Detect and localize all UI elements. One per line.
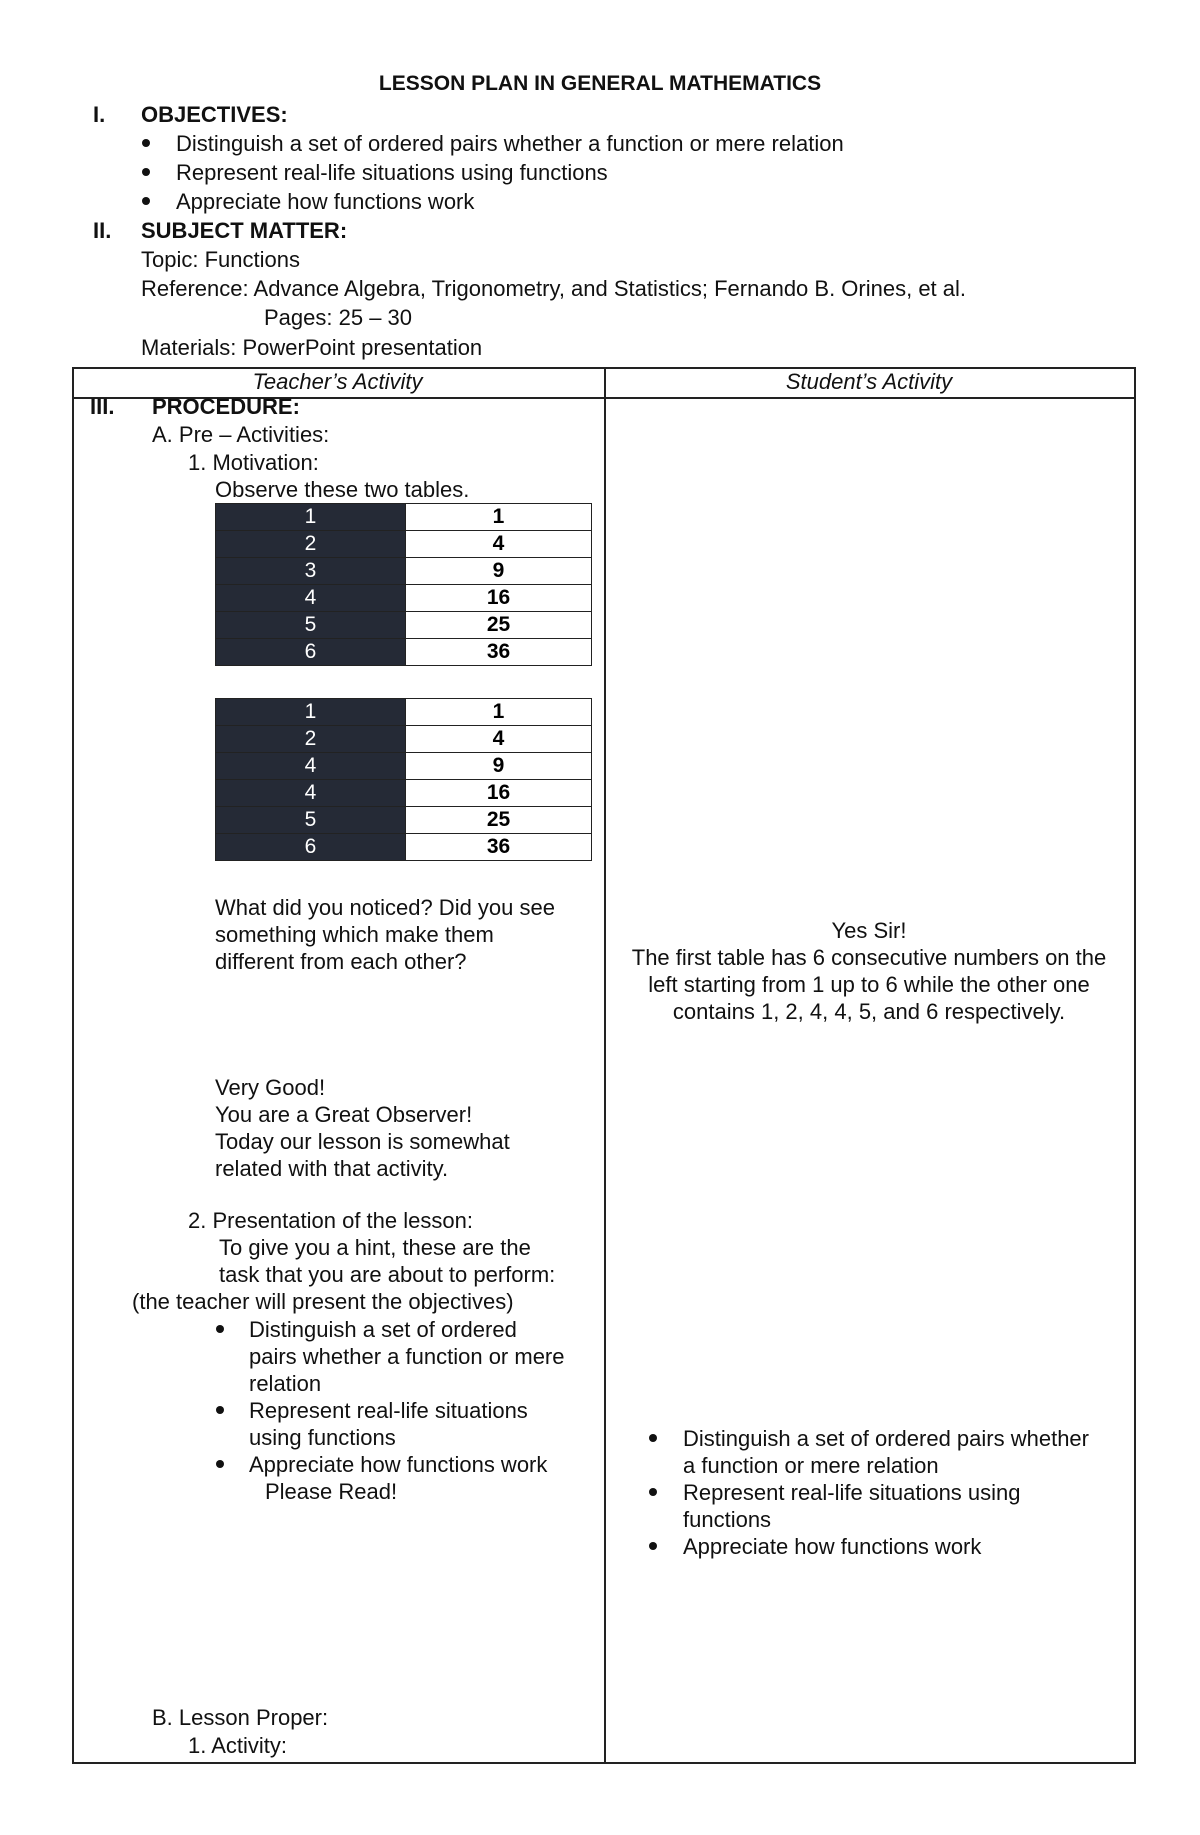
table-cell: 4 — [216, 780, 406, 807]
table-cell: 1 — [216, 504, 406, 531]
teacher-objective-line: using functions — [249, 1425, 396, 1450]
table-row — [216, 639, 592, 666]
table-cell: 9 — [406, 753, 592, 780]
question-line: something which make them — [215, 922, 494, 947]
present-objectives-note: (the teacher will present the objectives) — [132, 1289, 514, 1314]
question-line: different from each other? — [215, 949, 467, 974]
procedure-heading: PROCEDURE: — [152, 394, 300, 419]
teacher-objective-line: pairs whether a function or mere — [249, 1344, 565, 1369]
table-row — [216, 558, 592, 585]
table-cell: 9 — [406, 558, 592, 585]
lesson-proper-label: B. Lesson Proper: — [152, 1705, 329, 1730]
bullet-icon — [649, 1488, 657, 1496]
praise-line: Today our lesson is somewhat — [215, 1129, 510, 1154]
table-cell: 6 — [216, 834, 406, 861]
table-cell: 16 — [406, 780, 592, 807]
table-cell: 36 — [406, 639, 592, 666]
teacher-objective-line: Distinguish a set of ordered — [249, 1317, 517, 1342]
number-table-1 — [215, 503, 592, 666]
bullet-icon — [216, 1406, 224, 1414]
table-cell: 5 — [216, 807, 406, 834]
bullet-icon — [142, 139, 150, 147]
table-cell: 4 — [406, 726, 592, 753]
student-answer-line: left starting from 1 up to 6 while the other one — [648, 972, 1090, 997]
motivation-label: 1. Motivation: — [188, 450, 319, 475]
teacher-objective-line: Appreciate how functions work — [249, 1452, 548, 1477]
teacher-objective-line: relation — [249, 1371, 322, 1396]
student-objective-line: Distinguish a set of ordered pairs whether — [683, 1426, 1089, 1451]
question-line: What did you noticed? Did you see — [215, 895, 555, 920]
praise-line: You are a Great Observer! — [215, 1102, 473, 1127]
bullet-icon — [216, 1460, 224, 1468]
please-read-text: Please Read! — [265, 1479, 398, 1504]
observe-text: Observe these two tables. — [215, 477, 470, 502]
table-cell: 2 — [216, 531, 406, 558]
number-table-2 — [215, 698, 592, 861]
objective-item: Distinguish a set of ordered pairs whether a function or mere relation — [176, 131, 844, 156]
topic-line: Topic: Functions — [141, 247, 300, 272]
bullet-icon — [216, 1325, 224, 1333]
column-divider — [604, 369, 606, 1762]
table-cell: 25 — [406, 612, 592, 639]
table-cell: 4 — [406, 531, 592, 558]
student-answer-line: The first table has 6 consecutive numbers on the — [631, 945, 1107, 970]
teacher-activity-header: Teacher’s Activity — [252, 369, 423, 394]
table-row — [216, 531, 592, 558]
bullet-icon — [142, 197, 150, 205]
table-cell: 1 — [216, 699, 406, 726]
student-objective-line: Represent real-life situations using — [683, 1480, 1021, 1505]
table-cell: 3 — [216, 558, 406, 585]
bullet-icon — [649, 1542, 657, 1550]
activity-label: 1. Activity: — [188, 1733, 288, 1758]
procedure-numeral: III. — [90, 394, 115, 419]
subject-matter-numeral: II. — [93, 218, 112, 243]
objectives-heading: OBJECTIVES: — [141, 102, 288, 127]
objectives-numeral: I. — [93, 102, 106, 127]
objective-item: Appreciate how functions work — [176, 189, 475, 214]
student-objective-line: functions — [683, 1507, 772, 1532]
bullet-icon — [649, 1434, 657, 1442]
table-row — [216, 612, 592, 639]
teacher-objective-line: Represent real-life situations — [249, 1398, 528, 1423]
table-cell: 36 — [406, 834, 592, 861]
table-row — [216, 807, 592, 834]
table-row — [216, 726, 592, 753]
table-row — [216, 585, 592, 612]
table-cell: 1 — [406, 699, 592, 726]
table-cell: 5 — [216, 612, 406, 639]
objective-item: Represent real-life situations using functions — [176, 160, 608, 185]
student-activity-header: Student’s Activity — [785, 369, 953, 394]
pages-line: Pages: 25 – 30 — [264, 305, 413, 330]
table-row — [216, 753, 592, 780]
table-cell: 2 — [216, 726, 406, 753]
student-answer-line: contains 1, 2, 4, 4, 5, and 6 respectively. — [672, 999, 1066, 1024]
student-objective-line: a function or mere relation — [683, 1453, 939, 1478]
table-cell: 1 — [406, 504, 592, 531]
pre-activities-label: A. Pre – Activities: — [152, 422, 330, 447]
table-row — [216, 834, 592, 861]
table-cell: 4 — [216, 753, 406, 780]
presentation-label: 2. Presentation of the lesson: — [188, 1208, 473, 1233]
bullet-icon — [142, 168, 150, 176]
table-cell: 4 — [216, 585, 406, 612]
table-cell: 6 — [216, 639, 406, 666]
table-row — [216, 504, 592, 531]
page-title: LESSON PLAN IN GENERAL MATHEMATICS — [378, 72, 822, 95]
subject-matter-heading: SUBJECT MATTER: — [141, 218, 348, 243]
praise-line: Very Good! — [215, 1075, 326, 1100]
table-row — [216, 780, 592, 807]
table-row — [216, 699, 592, 726]
hint-line: To give you a hint, these are the — [219, 1235, 531, 1260]
reference-line: Reference: Advance Algebra, Trigonometry, and Statistics; Fernando B. Orines, et al. — [141, 276, 967, 301]
hint-line: task that you are about to perform: — [219, 1262, 556, 1287]
table-cell: 16 — [406, 585, 592, 612]
student-reply: Yes Sir! — [831, 918, 907, 943]
materials-line: Materials: PowerPoint presentation — [141, 335, 483, 360]
praise-line: related with that activity. — [215, 1156, 449, 1181]
student-objective-line: Appreciate how functions work — [683, 1534, 982, 1559]
table-cell: 25 — [406, 807, 592, 834]
